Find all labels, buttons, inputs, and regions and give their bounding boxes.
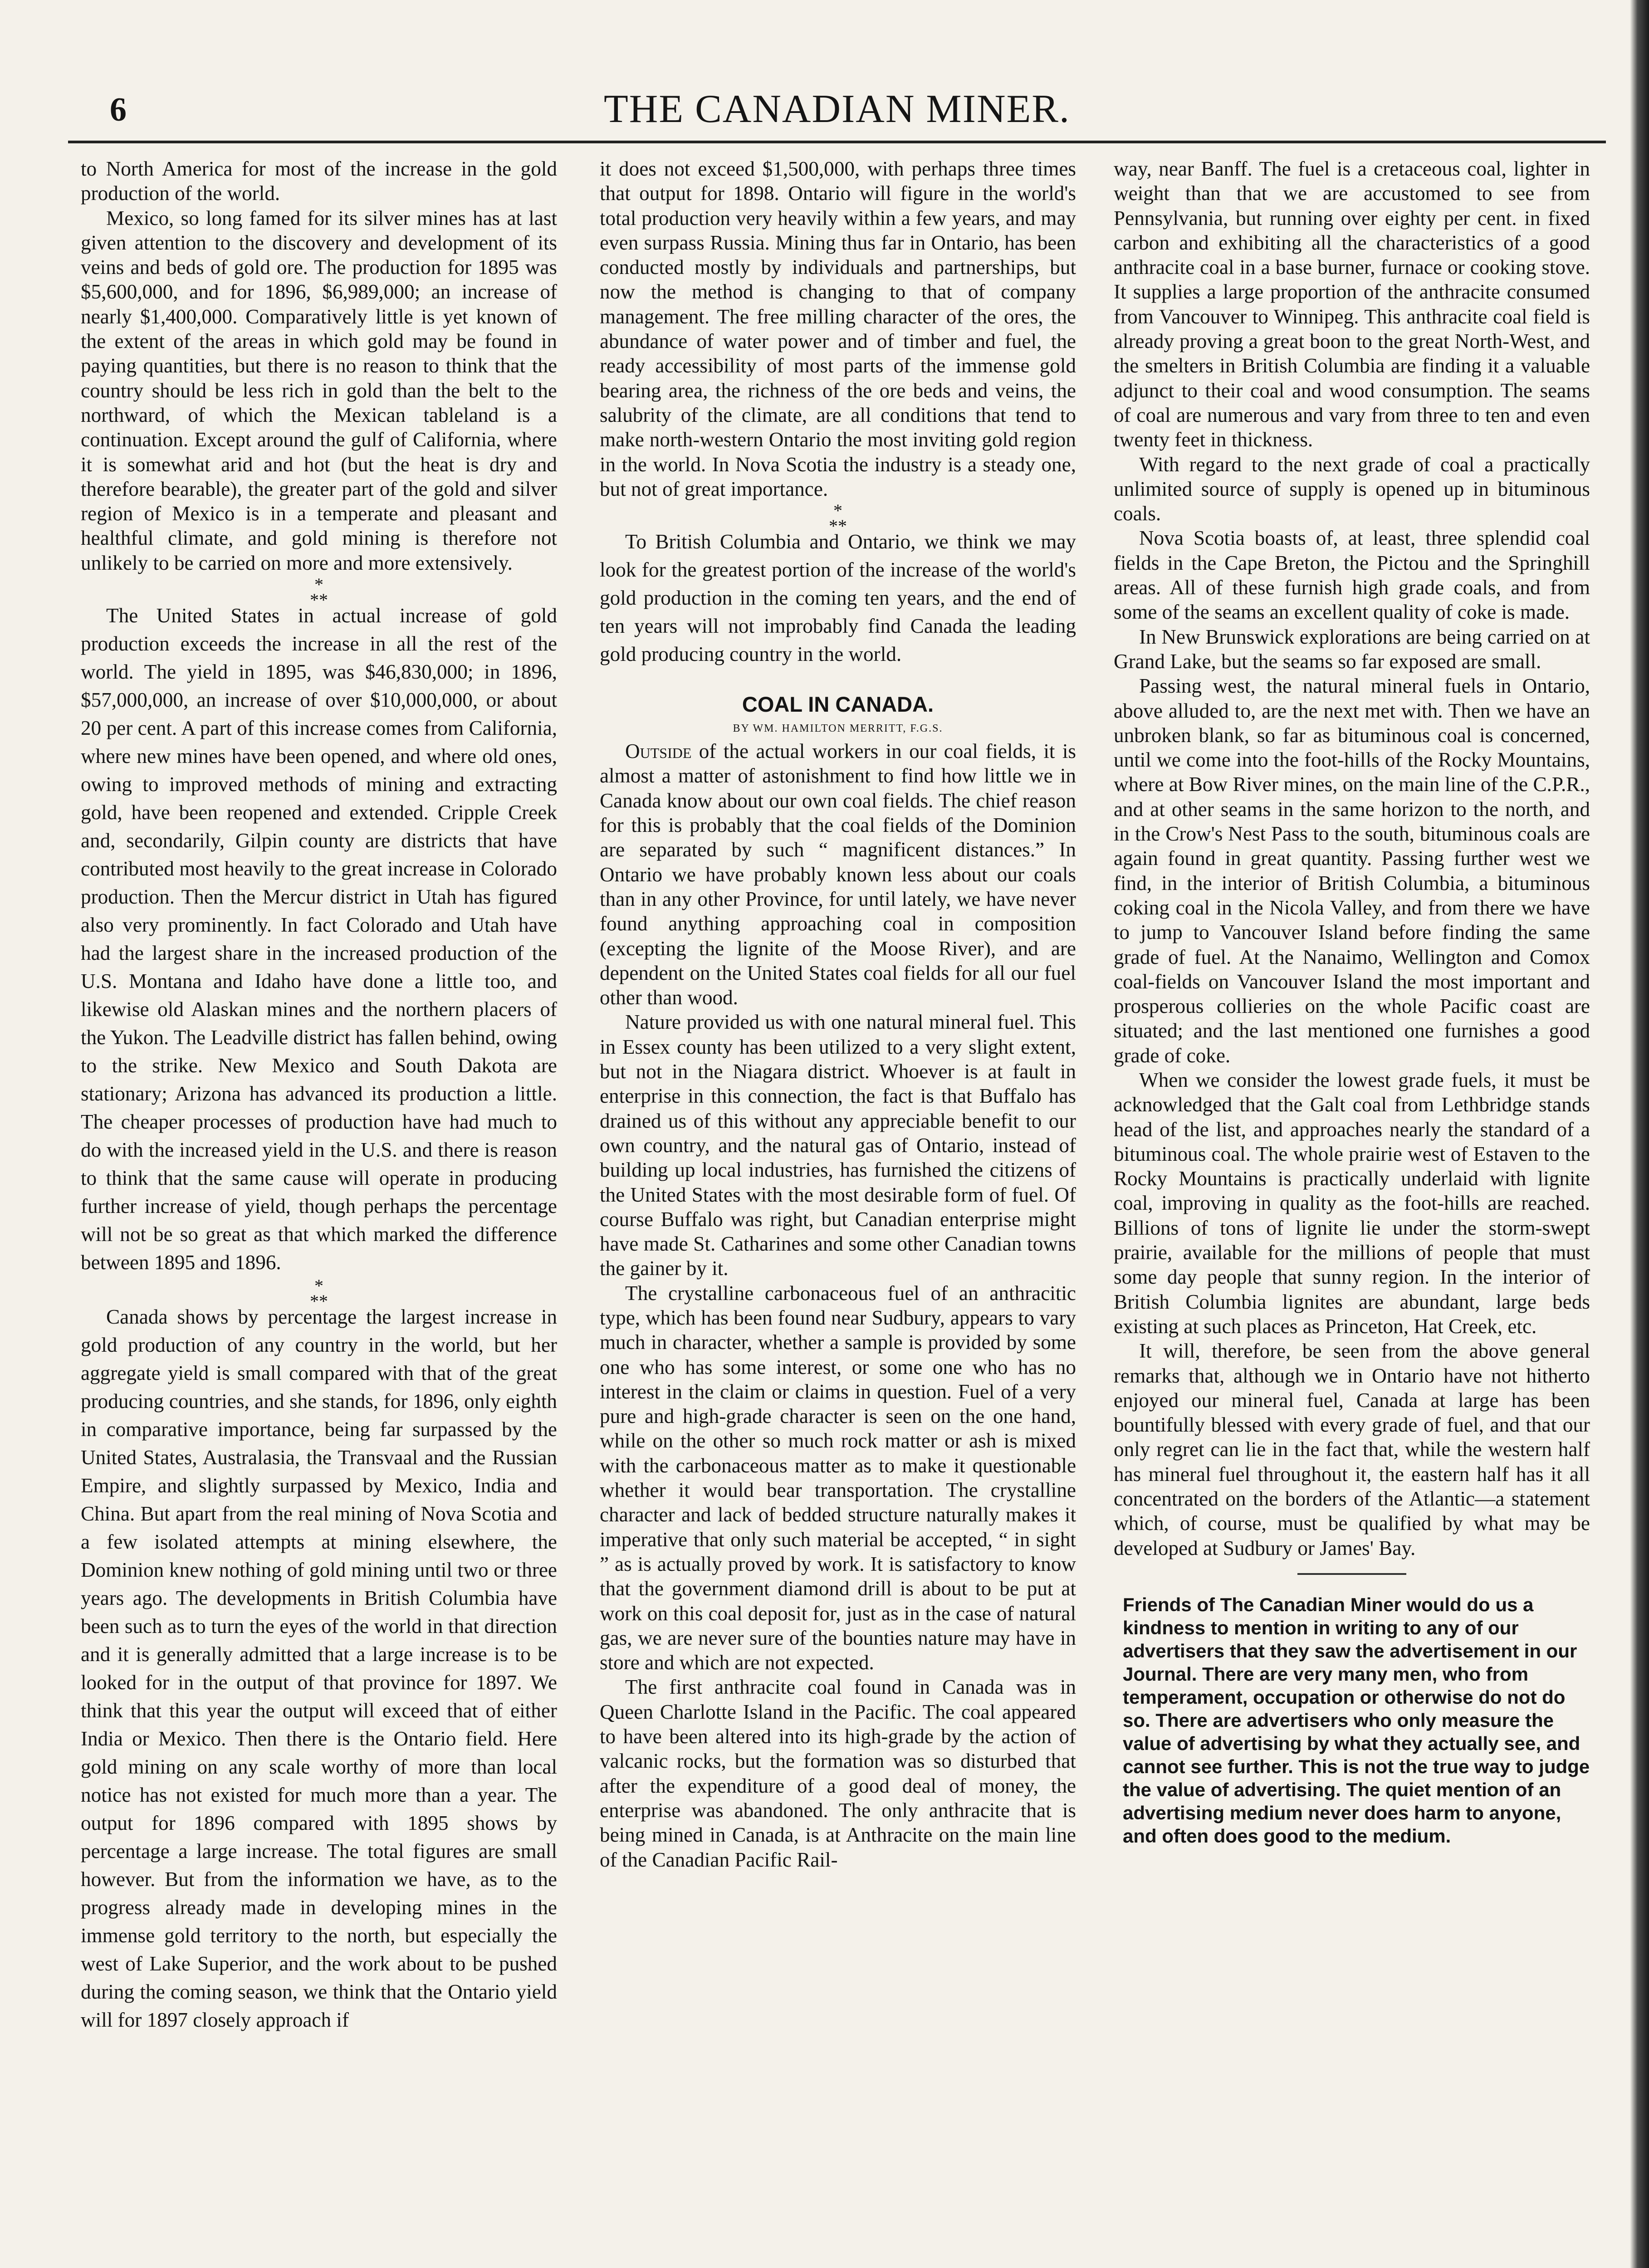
drop-word: Outside [625,740,692,763]
asterism-divider [81,1276,557,1312]
article-title: COAL IN CANADA. [742,692,934,717]
article-byline: BY WM. HAMILTON MERRITT, F.G.S. [733,723,943,735]
journal-title: THE CANADIAN MINER. [604,87,1070,131]
page-number: 6 [110,91,127,128]
paragraph: Nova Scotia boasts of, at least, three splendid coal fields in the Cape Breton, the Pictou and the Springhill areas. All of these furnish high grade coals, and from some of the seams an excellent quality of coke is made. [1114,527,1590,624]
paragraph: It will, therefore, be seen from the above general remarks that, although we in Ontario have not hitherto enjoyed our mineral fuel, Canada at large has been bountifully blessed with every grade of fuel, and that our only regret can lie in the fact that, while the western half has mineral fuel throughout it, the eastern half has it all concentrated on the borders of the Atlantic—a statement which, of course, must be qualified by what may be developed at Sudbury or James' Bay. [1114,1339,1590,1559]
paragraph: The crystalline carbonaceous fuel of an anthracitic type, which has been found near Sudbury, appears to vary much in character, whether a sample is provided by some one who has some interest, or some one who has no interest in the claim or claims in question. Fuel of a very pure and high-grade character is seen on the one hand, while on the other so much rock matter or ash is mixed with the carbonaceous matter as to make it questionable whether it would bear transportation. The crystalline character and lack of bedded structure naturally makes it imperative that only such material be accepted, “ in sight ” as is actually proved by work. It is satisfactory to know that the government diamond drill is about to be put at work on this coal deposit for, just as in the case of natural gas, we are never sure of the bounties nature may have in store and which are not expected. [600,1281,1076,1674]
page-header [68,86,1606,150]
asterism-bottom: ** [310,1291,328,1312]
page-edge-shadow [1630,0,1649,2268]
paragraph: Mexico, so long famed for its silver mines has at last given attention to the discovery and development of its veins and beds of gold ore. The production for 1895 was $5,600,000, and for 1896, $6,989,000; an increase of nearly $1,400,000. Comparatively little is yet known of the extent of the areas in which gold may be found in paying quantities, but there is no reason to think that the country should be less rich in gold than the belt to the northward, of which the Mexican tableland is a continuation. Except around the gulf of California, where it is somewhat arid and hot (but the heat is dry and therefore bearable), the greater part of the gold and silver region of Mexico is in a temperate and pleasant and healthful climate, and gold mining is therefore not unlikely to be carried on more and more extensively. [81,206,557,574]
article-first-paragraph [600,739,1076,1010]
paragraph: To British Columbia and Ontario, we think we may look for the greatest portion of the increase of the world's gold production in the coming ten years, and the end of ten years will not improbably find Canada the leading gold producing country in the world. [600,530,1076,666]
section-rule [1297,1573,1406,1575]
paragraph: The United States in actual increase of gold production exceeds the increase in all the rest of the world. The yield in 1895, was $46,830,000; in 1896, $57,000,000, an increase of over $10,000,000, or about 20 per cent. A part of this increase comes from California, where new mines have been opened, and where old ones, owing to improved methods of mining and extracting gold, have been reopened and extended. Cripple Creek and, secondarily, Gilpin county are districts that have contributed most heavily to the great increase in Colorado production. Then the Mercur district in Utah has figured also very prominently. In fact Colorado and Utah have had the largest share in the increased production of the U.S. Montana and Idaho have done a little too, and likewise old Alaskan mines and the northern placers of the Yukon. The Leadville district has fallen behind, owing to the strike. New Mexico and South Dakota are stationary; Arizona has advanced its production a little. The cheaper processes of production have had much to do with the increased yield in the U.S. and there is reason to think that the same cause will operate in producing further increase of yield, though perhaps the percentage will not be so great as that which marked the difference between 1895 and 1896. [81,604,557,1274]
paragraph: it does not exceed $1,500,000, with perhaps three times that output for 1898. Ontario will figure in the world's total production very heavily within a few years, and may even surpass Russia. Mining thus far in Ontario, has been conducted mostly by individuals and partnerships, but now the method is changing to that of company management. The free milling character of the ores, the abundance of water power and of timber and fuel, the ready accessibility of most parts of the immense gold bearing area, the richness of the ore beds and veins, the salubrity of the climate, are all conditions that tend to make north-western Ontario the most inviting gold region in the world. In Nova Scotia the industry is a steady one, but not of great importance. [600,157,1076,500]
asterism-bottom: ** [310,590,328,611]
asterism-top: * [314,574,323,595]
asterism-divider [81,574,557,611]
column-2 [600,156,1076,1872]
paragraph: Nature provided us with one natural mineral fuel. This in Essex county has been utilized to a very slight extent, but not in the Niagara district. Whoever is at fault in enterprise in this connection, the fact is that Buffalo has drained us of this without any appreciable benefit to our own country, and the natural gas of Ontario, instead of building up local industries, has furnished the citizens of the United States with the most desirable form of fuel. Of course Buffalo was right, but Canadian enterprise might have made St. Catharines and some other Canadian towns the gainer by it. [600,1011,1076,1280]
asterism-top: * [314,1276,323,1296]
paragraph: With regard to the next grade of coal a practically unlimited source of supply is opened up in bituminous coals. [1114,453,1590,525]
asterism-divider [600,500,1076,537]
header-rule [68,141,1606,143]
paragraph: The first anthracite coal found in Canada was in Queen Charlotte Island in the Pacific. The coal appeared to have been altered into its high-grade by the action of valcanic rocks, but the formation was so disturbed that after the expenditure of a good deal of money, the enterprise was abandoned. The only anthracite that is being mined in Canada, is at Anthracite on the main line of the Canadian Pacific Rail- [600,1676,1076,1871]
paragraph: When we consider the lowest grade fuels, it must be acknowledged that the Galt coal from Lethbridge stands head of the list, and approaches nearly the standard of a bituminous coal. The whole prairie west of Estaven to the Rocky Mountains is practically underlaid with lignite coal, improving in quality as the foot-hills are reached. Billions of tons of lignite lie under the storm-swept prairie, available for the millions of people that must some day people that sunny region. In the interior of British Columbia lignites are abundant, large beds existing at such places as Princeton, Hat Creek, etc. [1114,1068,1590,1338]
asterism-top: * [833,500,842,521]
advertising-notice: Friends of The Canadian Miner would do us a kindness to mention in writing to any of our advertisers that they saw the advertisement in our Journal. There are very many men, who from temperament, occupation or otherwise do not do so. There are advertisers who only measure the value of advertising by what they actually see, and cannot see further. This is not the true way to judge the value of advertising. The quiet mention of an advertising medium never does harm to anyone, and often does good to the medium. [1123,1593,1590,1847]
paragraph: Canada shows by percentage the largest increase in gold production of any country in the world, but her aggregate yield is small compared with that of the great producing countries, and she stands, for 1896, only eighth in comparative importance, being far surpassed by the United States, Australasia, the Transvaal and the Russian Empire, and slightly surpassed by Mexico, India and China. But apart from the real mining of Nova Scotia and a few isolated attempts at mining elsewhere, the Dominion knew nothing of gold mining until two or three years ago. The developments in British Columbia have been such as to turn the eyes of the world in that direction and it is generally admitted that a large increase is to be looked for in the output of that province for 1897. We think that this year the output will exceed that of either India or Mexico. Then there is the Ontario field. Here gold mining on any scale worthy of more than local notice has not existed for much more than a year. The output for 1896 compared with 1895 shows by percentage a large increase. The total figures are small however. But from the information we have, as to the progress already made in developing mines in the immense gold territory to the north, but especially the west of Lake Superior, and the work about to be pushed during the coming season, we think that the Ontario yield will for 1897 closely approach if [81,1305,557,2032]
column-3 [1114,156,1590,1848]
paragraph: In New Brunswick explorations are being carried on at Grand Lake, but the seams so far exposed are small. [1114,625,1590,673]
column-1 [81,156,557,2034]
asterism-bottom: ** [829,516,847,537]
paragraph: to North America for most of the increase in the gold production of the world. [81,157,557,205]
first-paragraph-text: of the actual workers in our coal fields, it is almost a matter of astonishment to find how little we in Canada know about our own coal fields. The chief reason for this is probably that the coal fields of the Dominion are separated by such “ magnificent distances.” In Ontario we have probably known less about our coals than in any other Province, for until lately, we have never found anything approaching coal in composition (excepting the lignite of the Moose River), and are dependent on the United States coal fields for all our fuel other than wood. [600,740,1076,1009]
paragraph: way, near Banff. The fuel is a cretaceous coal, lighter in weight than that we are accustomed to see from Pennsylvania, but running over eighty per cent. in fixed carbon and exhibiting all the characteristics of a good anthracite coal in a base burner, furnace or cooking stove. It supplies a large proportion of the anthracite consumed from Vancouver to Winnipeg. This anthracite coal field is already proving a great boon to the great North-West, and the smelters in British Columbia are finding it a valuable adjunct to their coal and wood consumption. The seams of coal are numerous and vary from three to ten and even twenty feet in thickness. [1114,157,1590,451]
paragraph: Passing west, the natural mineral fuels in Ontario, above alluded to, are the next met with. Then we have an unbroken blank, so far as bituminous coal is concerned, until we come into the foot-hills of the Rocky Mountains, where at Bow River mines, on the main line of the C.P.R., and at other seams in the same horizon to the north, and in the Crow's Nest Pass to the south, bituminous coals are again found in great quantity. Passing further west we find, in the interior of British Columbia, a bituminous coking coal in the Nicola Valley, and from there we have to jump to Vancouver Island before finding the same grade of fuel. At the Nanaimo, Wellington and Comox coal-fields on Vancouver Island the most important and prosperous collieries on the whole Pacific coast are situated; and the last mentioned one furnishes a good grade of coke. [1114,675,1590,1067]
